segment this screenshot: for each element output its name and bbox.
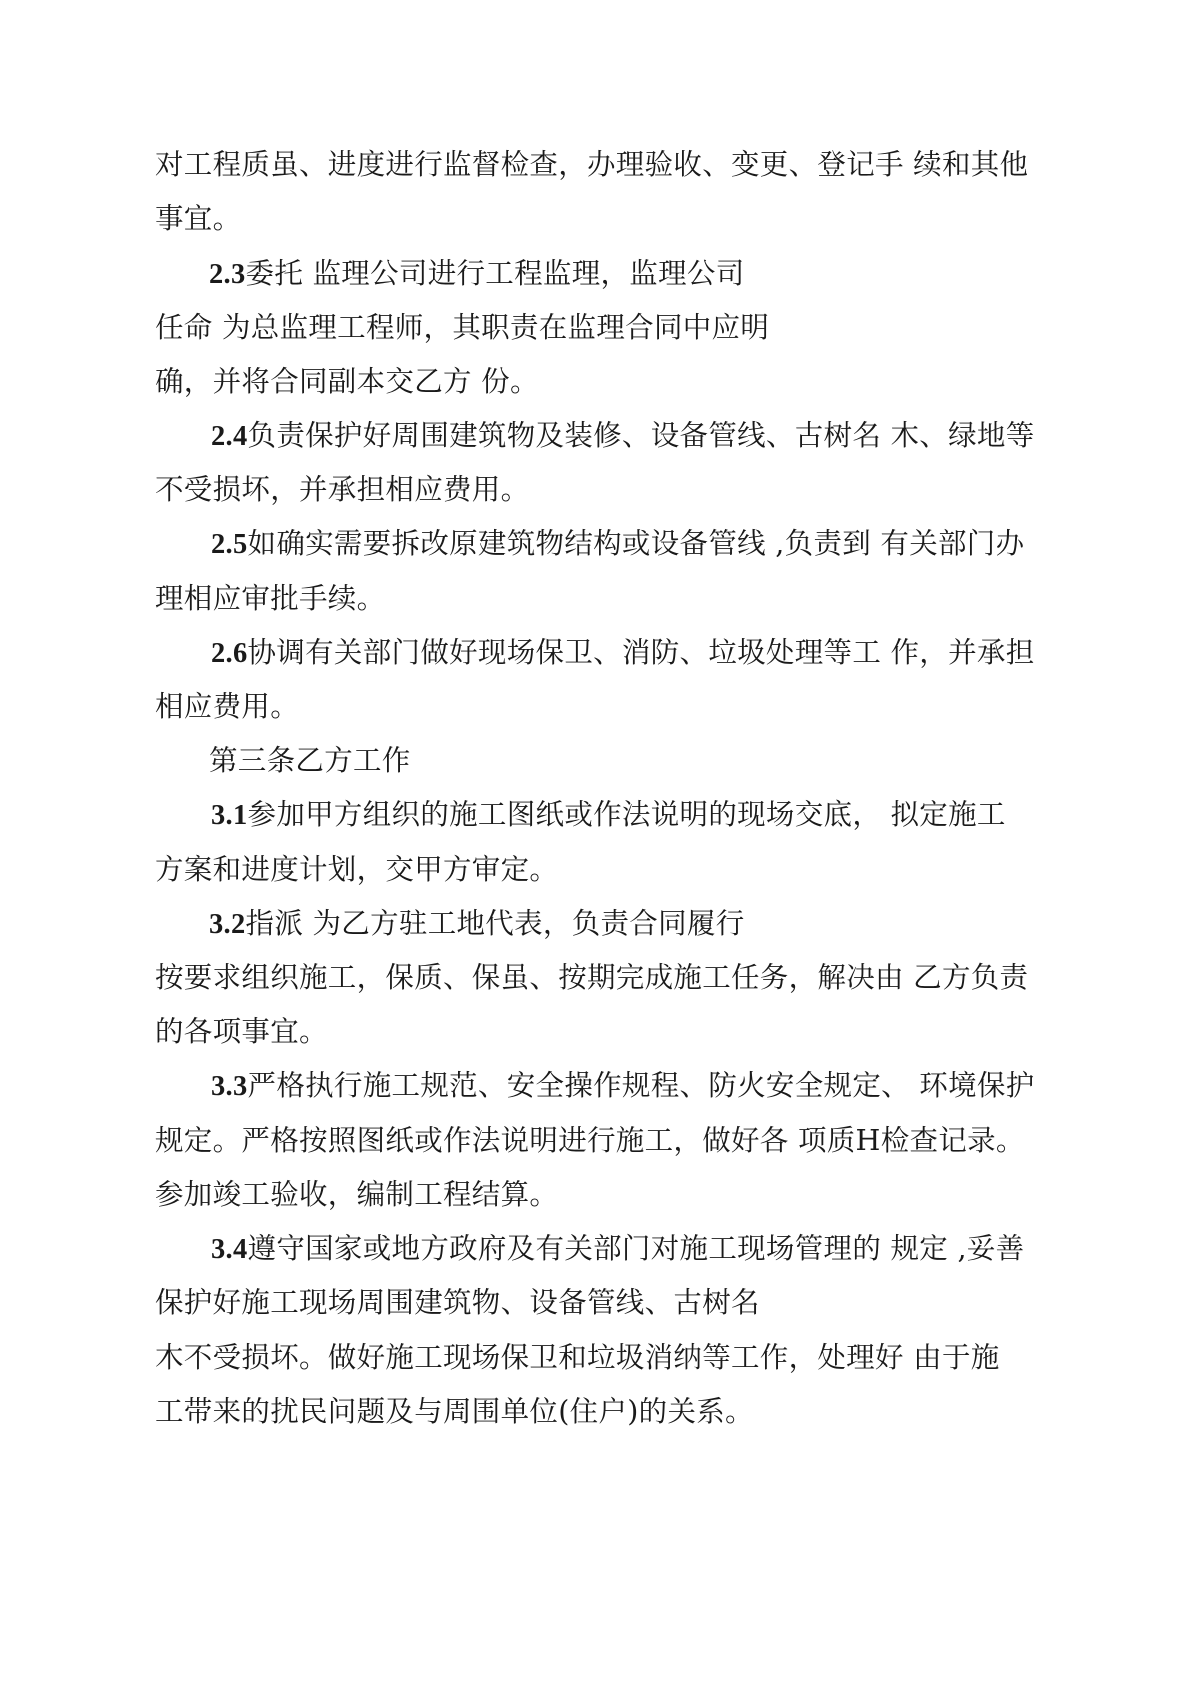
text-line: [155, 1390, 754, 1434]
line-text: 确，并将合同副本交乙方 份。: [155, 365, 539, 398]
text-line: [155, 685, 299, 729]
line-text: 保护好施工现场周围建筑物、设备管线、古树名: [155, 1286, 760, 1319]
line-text: 协调有关部门做好现场保卫、消防、垃圾处理等工 作，并承担: [247, 636, 1035, 669]
clause-number: 3.1: [211, 800, 248, 831]
text-line: [211, 1227, 1024, 1271]
line-text: 如确实需要拆改原建筑物结构或设备管线 ,负责到 有关部门办: [247, 527, 1025, 560]
line-text: 对工程质虽、进度进行监督检查，办理验收、变更、登记手 续和其他: [155, 148, 1029, 181]
text-line: [155, 577, 385, 621]
line-text: 按要求组织施工，保质、保虽、按期完成施工任务，解决由 乙方负责: [155, 961, 1029, 994]
line-text: 负责保护好周围建筑物及装修、设备管线、古树名 木、绿地等: [247, 419, 1035, 452]
line-text: 不受损坏，并承担相应费用。: [155, 473, 530, 506]
line-text: 参加竣工验收，编制工程结算。: [155, 1178, 559, 1211]
line-text: 遵守国家或地方政府及有关部门对施工现场管理的 规定 ,妥善: [247, 1232, 1025, 1265]
text-line: [211, 1064, 1035, 1108]
text-line: [155, 1119, 1025, 1163]
line-text: 严格执行施工规范、安全操作规程、防火安全规定、 环境保护: [247, 1069, 1035, 1102]
text-line: [211, 414, 1035, 458]
line-text: 事宜。: [155, 202, 242, 235]
clause-number: 2.4: [211, 421, 248, 452]
clause-number: 3.3: [211, 1071, 248, 1102]
text-line: [211, 522, 1024, 566]
text-line: [155, 197, 241, 241]
line-text: 规定。严格按照图纸或作法说明进行施工，做好各 项质H检查记录。: [155, 1124, 1025, 1157]
section-heading: [209, 739, 411, 783]
text-line: [155, 360, 539, 404]
clause-number: 2.6: [211, 638, 248, 669]
line-text: 工带来的扰民问题及与周围单位(住户)的关系。: [155, 1395, 754, 1428]
text-line: [209, 252, 745, 296]
text-line: [155, 1336, 1000, 1380]
text-line: [211, 631, 1035, 675]
clause-number: 3.4: [211, 1234, 248, 1265]
text-line: [211, 793, 1006, 837]
text-line: [155, 143, 1028, 187]
text-line: [155, 956, 1028, 1000]
line-text: 委托 监理公司进行工程监理，监理公司: [245, 257, 745, 290]
line-text: 的各项事宜。: [155, 1015, 328, 1048]
line-text: 理相应审批手续。: [155, 582, 386, 615]
line-text: 方案和进度计划，交甲方审定。: [155, 853, 559, 886]
line-text: 指派 为乙方驻工地代表，负责合同履行: [245, 907, 745, 940]
text-line: [155, 468, 529, 512]
text-line: [155, 306, 769, 350]
clause-number: 2.5: [211, 529, 248, 560]
text-line: [155, 1281, 760, 1325]
clause-number: 3.2: [209, 909, 246, 940]
line-text: 参加甲方组织的施工图纸或作法说明的现场交底， 拟定施工: [247, 798, 1006, 831]
line-text: 相应费用。: [155, 690, 300, 723]
text-line: [155, 1173, 558, 1217]
text-line: [155, 848, 558, 892]
text-line: [209, 902, 745, 946]
clause-number: 2.3: [209, 259, 246, 290]
line-text: 任命 为总监理工程师，其职责在监理合同中应明: [155, 311, 770, 344]
line-text: 木不受损坏。做好施工现场保卫和垃圾消纳等工作，处理好 由于施: [155, 1341, 1000, 1374]
line-text: 第三条乙方工作: [209, 744, 411, 777]
text-line: [155, 1010, 328, 1054]
